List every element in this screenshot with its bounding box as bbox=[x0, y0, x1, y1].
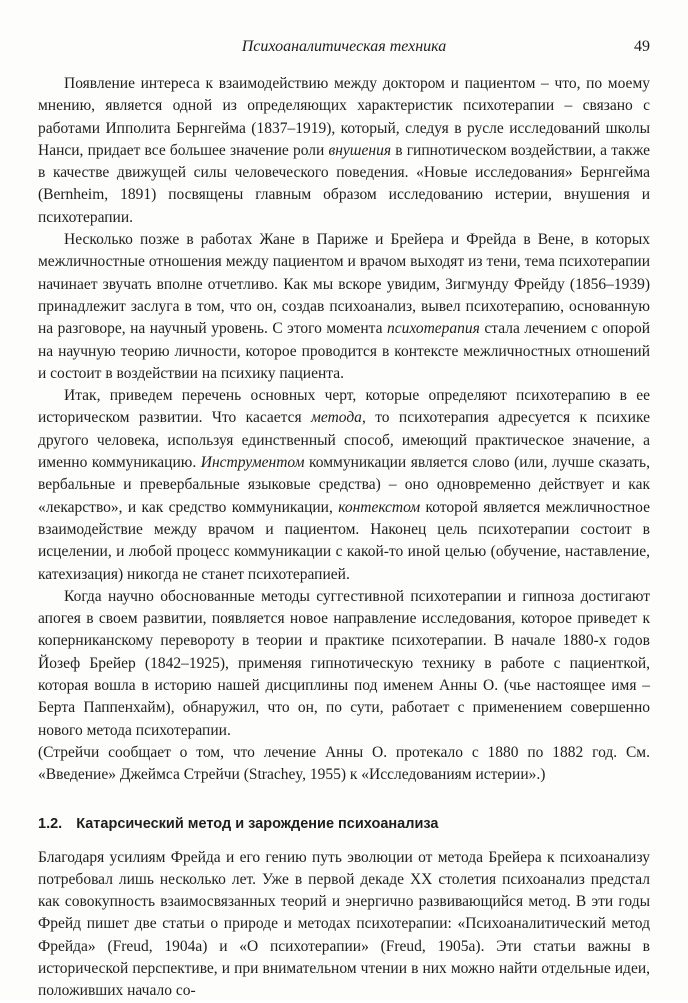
emphasis-term: Инструментом bbox=[200, 454, 305, 472]
section-title: Катарсический метод и зарождение психоанализа bbox=[76, 815, 439, 832]
body-text bbox=[38, 73, 650, 1003]
emphasis-term: психотерапия bbox=[386, 320, 480, 338]
paragraph-3: Итак, приведем перечень основных черт, которые определяют психотерапию в ее историческом развитии. Что касается метода, то психотерапия адресуется к психике другого человека, используя единственный способ, имеющий практическое значение, а именно коммуникацию. Инструментом коммуникации является слово (или, лучше сказать, вербальные и превербальные языковые средства) – оно одновременно действует и как «лекарство», и как средство коммуникации, контекстом которой является межличностное взаимодействие между врачом и пациентом. Наконец цель психотерапии состоит в исцелении, и любой процесс коммуникации с какой-то иной целью (обучение, наставление, катехизация) никогда не станет психотерапией. bbox=[38, 387, 650, 583]
emphasis-term: метода bbox=[311, 409, 362, 427]
paragraph-4: Когда научно обоснованные методы суггестивной психотерапии и гипноза достигают апогея в своем развитии, появляется новое направление исследования, которое приведет к коперниканскому перевороту в теории и практике психотерапии. В начале 1880-х годов Йозеф Брейер (1842–1925), применяя гипнотическую технику в работе с пациенткой, которая вошла в историю нашей дисциплины под именем Анны О. (чье настоящее имя – Берта Паппенхайм), обнаружил, что он, по сути, работает с применением совершенно нового метода психотерапии. bbox=[38, 587, 650, 739]
paragraph-5-strachey-note: (Стрейчи сообщает о том, что лечение Анны О. протекало с 1880 по 1882 год. См. «Введение» Джеймса Стрейчи (Strachey, 1955) к «Исследованиям истерии».) bbox=[38, 743, 650, 784]
running-title: Психоаналитическая техника bbox=[241, 38, 447, 55]
page-number: 49 bbox=[634, 38, 650, 55]
paragraph-1: Появление интереса к взаимодействию между доктором и пациентом – что, по моему мнению, является одной из определяющих характеристик психотерапии – связано с работами Ипполита Бернгейма (1837–1919), который, следуя в русле исследований школы Нанси, придает все большее значение роли внушения в гипнотическом воздействии, а также в качестве движущей силы человеческого поведения. «Новые исследования» Бернгейма (Bernheim, 1891) посвящены главным образом исследованию истерии, внушения и психотерапии. bbox=[38, 75, 650, 226]
section-number: 1.2. bbox=[38, 815, 63, 832]
emphasis-term: контекстом bbox=[338, 498, 421, 516]
section-heading bbox=[38, 813, 650, 835]
paragraph-2: Несколько позже в работах Жане в Париже и Брейера и Фрейда в Вене, в которых межличностные отношения между пациентом и врачом выходят из тени, тема психотерапии начинает звучать вполне отчетливо. Как мы вскоре увидим, Зигмунду Фрейду (1856–1939) принадлежит заслуга в том, что он, создав психоанализ, вывел психотерапию, основанную на разговоре, на научный уровень. С этого момента психотерапия стала лечением с опорой на научную теорию личности, которое проводится в контексте межличностных отношений и состоит в воздействии на психику пациента. bbox=[38, 231, 651, 382]
section-paragraph-1: Благодаря усилиям Фрейда и его гению путь эволюции от метода Брейера к психоанализу потребовал лишь несколько лет. Уже в первой декаде XX столетия психоанализ предстал как совокупность взаимосвязанных теорий и энергично развивающийся метод. В эти годы Фрейд пишет две статьи о природе и методах психотерапии: «Психоаналитический метод Фрейда» (Freud, 1904a) и «О психотерапии» (Freud, 1905a). Эти статьи важны в исторической перспективе, и при внимательном чтении в них можно найти отдельные идеи, положивших начало со- bbox=[38, 848, 650, 1000]
page-header bbox=[38, 38, 650, 60]
emphasis-term: внушения bbox=[328, 141, 392, 159]
